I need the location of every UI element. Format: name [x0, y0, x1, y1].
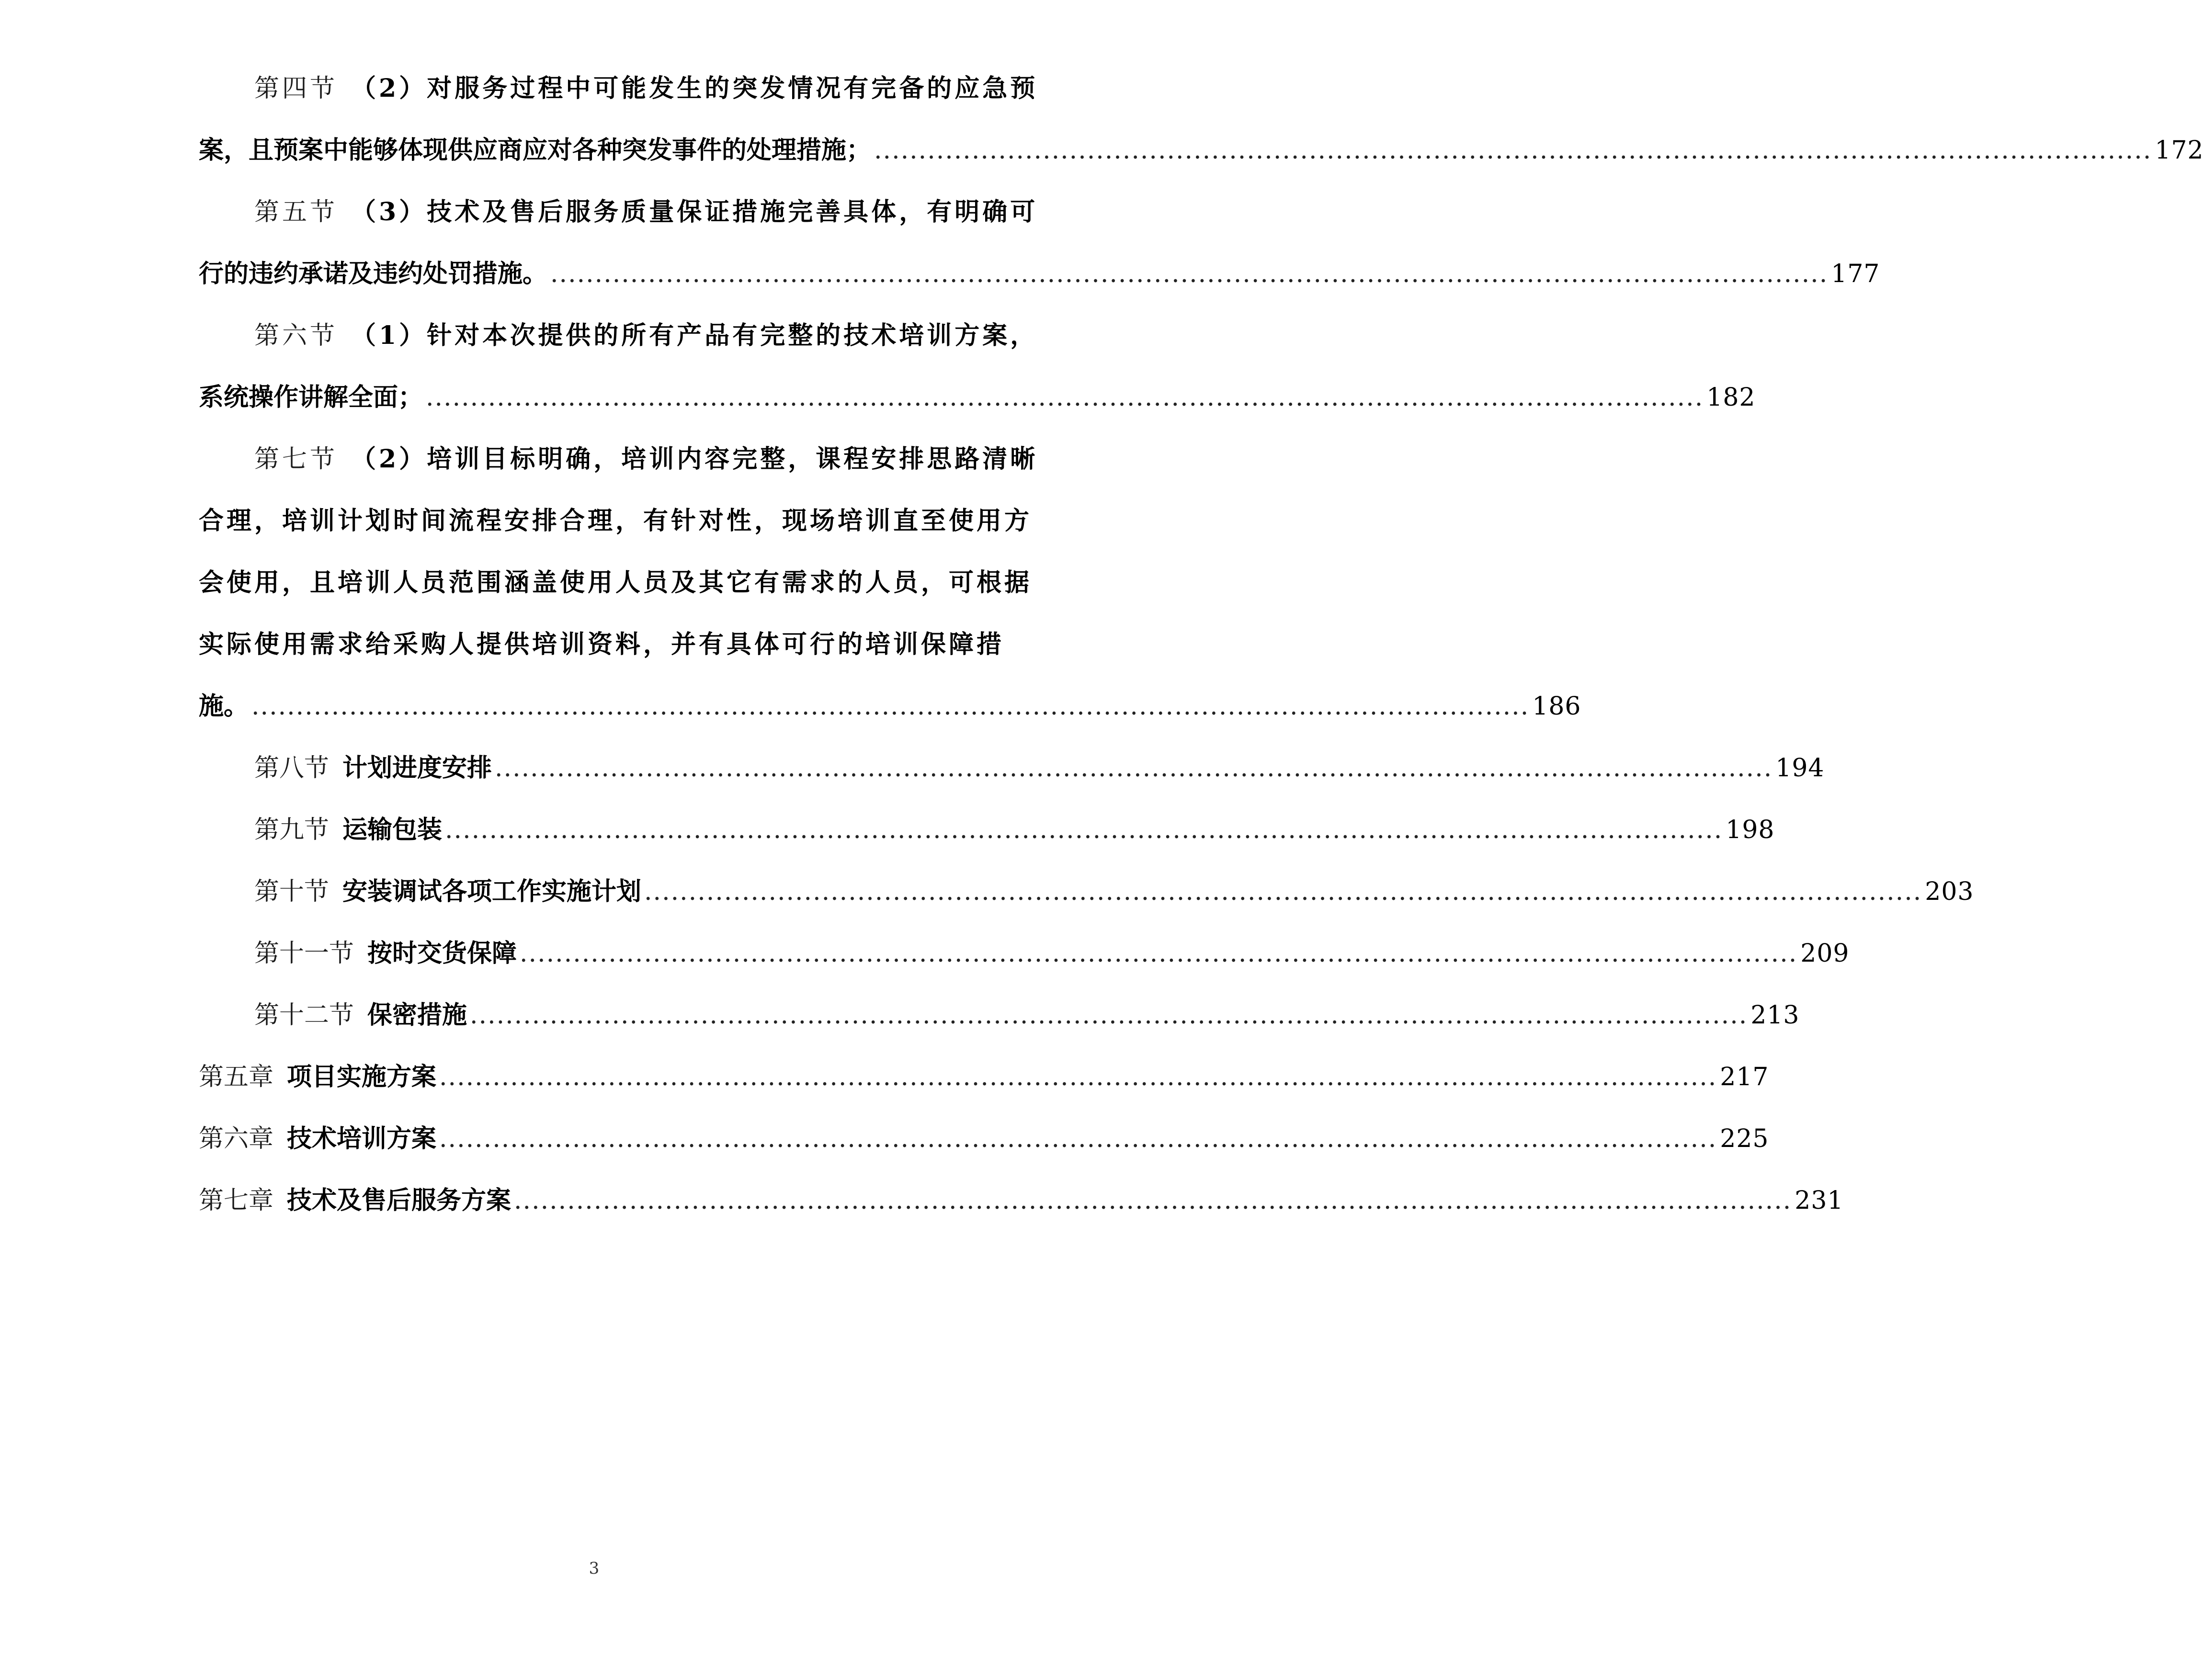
toc-entry-title: （2）对服务过程中可能发生的突发情况有完备的应急预	[351, 73, 1038, 103]
toc-section-label: 第七节	[254, 444, 338, 474]
toc-page-number: 231	[1795, 1186, 1844, 1215]
toc-entry-lead	[254, 994, 467, 1037]
table-of-contents	[199, 57, 2204, 1231]
toc-entry-section-7-line-4[interactable]	[199, 613, 1045, 675]
toc-entry-section-7-line-5[interactable]	[199, 675, 1581, 737]
toc-entry-title-continued: 合理，培训计划时间流程安排合理，有针对性，现场培训直至使用方	[199, 506, 1033, 535]
toc-entry-title: （3）技术及售后服务质量保证措施完善具体，有明确可	[351, 197, 1038, 227]
toc-section-label: 第十节	[254, 877, 329, 906]
toc-entry-lead	[254, 870, 641, 913]
toc-entry-title-continued: 实际使用需求给采购人提供培训资料，并有具体可行的培训保障措	[199, 629, 1005, 659]
toc-entry-title: 安装调试各项工作实施计划	[342, 876, 642, 906]
toc-entry-section-5-line-1[interactable]	[199, 181, 1045, 243]
toc-page-number: 217	[1720, 1062, 1769, 1091]
toc-entry-lead	[254, 747, 492, 790]
toc-section-label: 第十一节	[254, 939, 354, 968]
toc-entry-section-12[interactable]	[199, 984, 1800, 1046]
toc-entry-title: （2）培训目标明确，培训内容完整，课程安排思路清晰	[351, 444, 1038, 474]
toc-page-number: 182	[1706, 383, 1756, 412]
toc-page-number: 198	[1726, 815, 1775, 844]
toc-entry-section-7-line-2[interactable]	[199, 490, 1045, 552]
dot-leader: ................................................................................................................................................	[251, 692, 1530, 721]
toc-entry-section-7-line-3[interactable]	[199, 552, 1045, 613]
toc-entry-chapter-6[interactable]	[199, 1108, 1769, 1169]
toc-section-label: 第十二节	[254, 1000, 354, 1030]
toc-entry-title: 按时交货保障	[367, 938, 517, 968]
toc-entry-title: 技术及售后服务方案	[287, 1185, 511, 1215]
dot-leader: ................................................................................................................................................	[644, 877, 1922, 906]
dot-leader: ................................................................................................................................................	[874, 136, 2152, 165]
toc-chapter-label: 第六章	[199, 1124, 274, 1153]
toc-page-number: 177	[1831, 259, 1880, 288]
toc-entry-title-continued: 系统操作讲解全面；	[199, 382, 423, 412]
dot-leader: ................................................................................................................................................	[520, 939, 1798, 968]
dot-leader: ................................................................................................................................................	[439, 1124, 1717, 1153]
toc-page-number: 172	[2155, 136, 2204, 165]
toc-entry-section-10[interactable]	[199, 861, 1974, 922]
dot-leader: ................................................................................................................................................	[495, 753, 1773, 783]
toc-entry-chapter-5[interactable]	[199, 1046, 1769, 1108]
toc-entry-section-7-line-1[interactable]	[199, 428, 1045, 490]
toc-entry-section-4-line-2[interactable]	[199, 119, 2204, 181]
dot-leader: ................................................................................................................................................	[550, 259, 1829, 288]
toc-page-number: 213	[1750, 1000, 1800, 1030]
toc-chapter-label: 第五章	[199, 1062, 274, 1091]
toc-entry-title: （1）针对本次提供的所有产品有完整的技术培训方案，	[351, 320, 1038, 350]
toc-entry-section-6-line-2[interactable]	[199, 366, 1756, 428]
toc-entry-lead	[199, 1179, 511, 1222]
toc-entry-section-4-line-1[interactable]	[199, 57, 1045, 119]
toc-entry-title: 运输包装	[342, 815, 443, 844]
toc-entry-title-continued: 行的违约承诺及违约处罚措施。	[199, 259, 548, 288]
toc-entry-section-6-line-1[interactable]	[199, 305, 1045, 366]
toc-page-number: 194	[1775, 753, 1825, 783]
dot-leader: ................................................................................................................................................	[514, 1186, 1792, 1215]
toc-entry-title-continued: 案，且预案中能够体现供应商应对各种突发事件的处理措施；	[199, 135, 872, 165]
toc-section-label: 第六节	[254, 321, 338, 350]
toc-entry-title-continued: 会使用，且培训人员范围涵盖使用人员及其它有需求的人员，可根据	[199, 568, 1033, 597]
toc-entry-title-continued: 施。	[199, 691, 249, 721]
toc-page-number: 225	[1720, 1124, 1769, 1153]
toc-entry-title: 项目实施方案	[287, 1062, 437, 1091]
toc-entry-chapter-7[interactable]	[199, 1169, 1844, 1231]
page-number: 3	[589, 1559, 600, 1578]
toc-entry-title: 保密措施	[367, 1000, 467, 1030]
toc-entry-section-11[interactable]	[199, 922, 1850, 984]
toc-section-label: 第五节	[254, 197, 338, 227]
toc-entry-section-9[interactable]	[199, 799, 1775, 861]
toc-section-label: 第九节	[254, 815, 329, 844]
dot-leader: ................................................................................................................................................	[445, 815, 1723, 844]
toc-entry-section-5-line-2[interactable]	[199, 243, 1880, 305]
dot-leader: ................................................................................................................................................	[470, 1000, 1748, 1030]
toc-entry-section-8[interactable]	[199, 737, 1825, 799]
toc-section-label: 第八节	[254, 753, 329, 783]
toc-entry-lead	[199, 1117, 436, 1160]
toc-page-number: 203	[1925, 877, 1974, 906]
toc-chapter-label: 第七章	[199, 1186, 274, 1215]
toc-section-label: 第四节	[254, 74, 338, 103]
toc-entry-title: 计划进度安排	[342, 753, 492, 783]
toc-page-number: 186	[1532, 692, 1581, 721]
toc-entry-lead	[199, 1056, 436, 1099]
toc-page-number: 209	[1800, 939, 1850, 968]
dot-leader: ................................................................................................................................................	[439, 1062, 1717, 1091]
toc-entry-title: 技术培训方案	[287, 1124, 437, 1153]
toc-entry-lead	[254, 808, 442, 851]
toc-entry-lead	[254, 932, 517, 975]
dot-leader: ................................................................................................................................................	[426, 383, 1704, 412]
